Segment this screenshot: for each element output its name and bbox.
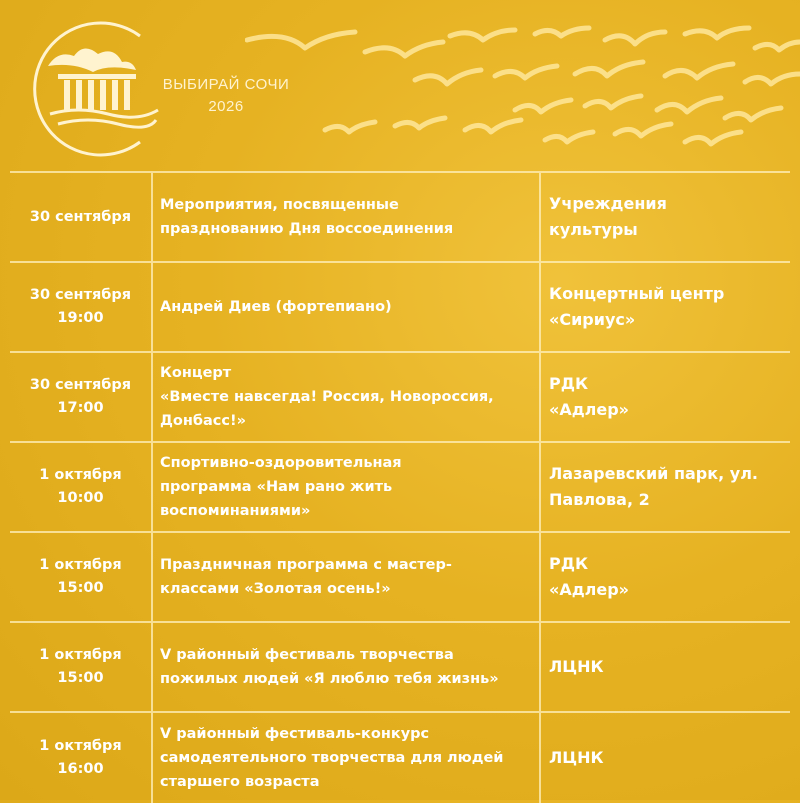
event-cell-line: V районный фестиваль-конкурс (160, 726, 430, 742)
date-cell-line: 1 октября (39, 647, 122, 663)
venue-cell-line: Лазаревский парк, ул. (549, 464, 758, 483)
event-cell (151, 353, 546, 441)
venue-cell (539, 443, 799, 531)
date-cell-line: 19:00 (57, 310, 104, 326)
event-cell-line: программа «Нам рано жить (160, 479, 393, 495)
date-cell-line: 16:00 (57, 761, 104, 777)
date-cell-line: 15:00 (57, 580, 104, 596)
date-cell-line: 1 октября (39, 738, 122, 754)
event-cell-line: самодеятельного творчества для людей (160, 750, 504, 766)
date-cell-line: 30 сентября (29, 377, 132, 393)
event-cell-line: Донбасс!» (160, 413, 246, 429)
event-cell-line: пожилых людей «Я люблю тебя жизнь» (160, 671, 499, 687)
venue-cell-line: РДК (549, 554, 589, 573)
event-cell-line: Андрей Диев (фортепиано) (160, 299, 392, 315)
event-cell-line: Спортивно-оздоровительная (160, 455, 402, 471)
brand-line1: ВЫБИРАЙ СОЧИ (162, 76, 290, 93)
event-cell-line: Концерт (160, 365, 232, 381)
table-row (10, 711, 790, 803)
event-cell (151, 713, 546, 803)
seagulls-decoration-icon (245, 18, 800, 158)
venue-cell-line: Концертный центр (549, 284, 725, 303)
header (0, 0, 800, 170)
event-cell-line: классами «Золотая осень!» (160, 581, 391, 597)
venue-cell-line: РДК (549, 374, 589, 393)
event-cell-line: «Вместе навсегда! Россия, Новороссия, (160, 389, 494, 405)
date-cell (10, 173, 151, 261)
date-cell-line: 17:00 (57, 400, 104, 416)
venue-cell-line: Учреждения (549, 194, 667, 213)
colonnade-logo-icon (18, 14, 168, 164)
venue-cell-line: «Адлер» (549, 580, 629, 599)
event-cell-line: воспоминаниями» (160, 503, 311, 519)
venue-cell (539, 263, 799, 351)
table-row (10, 351, 790, 441)
event-cell-line: празднованию Дня воссоединения (160, 221, 454, 237)
venue-cell-line: ЛЦНК (549, 748, 604, 767)
event-cell (151, 623, 546, 711)
event-cell-line: старшего возраста (160, 774, 320, 790)
date-cell (10, 443, 151, 531)
venue-cell-line: «Сириус» (549, 310, 636, 329)
date-cell-line: 15:00 (57, 670, 104, 686)
venue-cell (539, 713, 799, 803)
venue-cell (539, 533, 799, 621)
date-cell-line: 1 октября (39, 467, 122, 483)
event-cell (151, 533, 546, 621)
event-cell (151, 173, 546, 261)
date-cell (10, 353, 151, 441)
event-cell (151, 263, 546, 351)
event-cell-line: Праздничная программа с мастер- (160, 557, 452, 573)
events-table (10, 171, 790, 803)
date-cell-line: 1 октября (39, 557, 122, 573)
venue-cell-line: Павлова, 2 (549, 490, 650, 509)
event-cell-line: Мероприятия, посвященные (160, 197, 399, 213)
table-row (10, 621, 790, 711)
venue-cell (539, 623, 799, 711)
venue-cell-line: ЛЦНК (549, 657, 604, 676)
date-cell (10, 713, 151, 803)
date-cell (10, 623, 151, 711)
table-row (10, 531, 790, 621)
venue-cell (539, 173, 799, 261)
date-cell (10, 533, 151, 621)
date-cell-line: 10:00 (57, 490, 104, 506)
table-row (10, 261, 790, 351)
venue-cell-line: «Адлер» (549, 400, 629, 419)
brand-line2: 2026 (208, 98, 244, 115)
date-cell (10, 263, 151, 351)
date-cell-line: 30 сентября (29, 208, 132, 225)
date-cell-line: 30 сентября (29, 287, 132, 303)
event-cell (151, 443, 546, 531)
venue-cell-line: культуры (549, 220, 638, 239)
table-row (10, 171, 790, 261)
event-cell-line: V районный фестиваль творчества (160, 647, 454, 663)
table-row (10, 441, 790, 531)
venue-cell (539, 353, 799, 441)
